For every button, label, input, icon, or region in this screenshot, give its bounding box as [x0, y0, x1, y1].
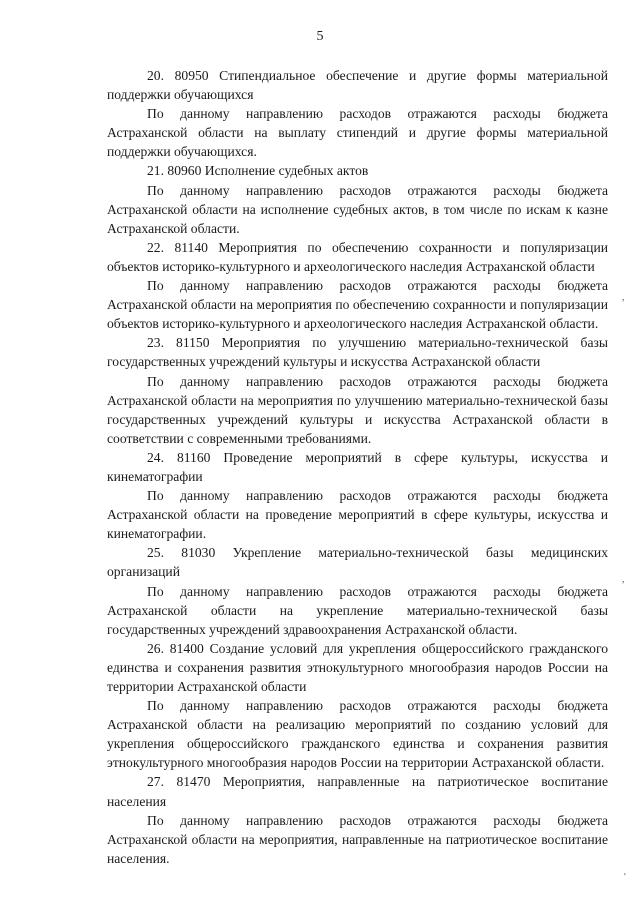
scan-mark: , — [622, 292, 625, 303]
document-body — [107, 66, 608, 868]
item-description-24: По данному направлению расходов отражаются расходы бюджета Астраханской области на проведение мероприятий в сфере культуры, искусства и кинематографии. — [107, 488, 608, 542]
item-description-25: По данному направлению расходов отражаются расходы бюджета Астраханской области на укрепление материально-технической базы государственных учреждений здравоохранения Астраханской области. — [107, 583, 608, 637]
item-description-27: По данному направлению расходов отражаются расходы бюджета Астраханской области на мероприятия, направленные на патриотическое воспитание населения. — [107, 812, 608, 866]
item-heading-26: 26. 81400 Создание условий для укрепления общероссийского гражданского единства и сохранения развития этнокультурного многообразия народов России на территории Астраханской области — [107, 640, 608, 694]
item-description-21: По данному направлению расходов отражаются расходы бюджета Астраханской области на исполнение судебных актов, в том числе по искам к казне Астраханской области. — [107, 182, 608, 236]
item-heading-27: 27. 81470 Мероприятия, направленные на патриотическое воспитание населения — [107, 774, 608, 809]
page-number: 5 — [316, 29, 324, 44]
item-description-20: По данному направлению расходов отражаются расходы бюджета Астраханской области на выплату стипендий и другие формы материальной поддержки обучающихся. — [107, 106, 608, 160]
item-heading-23: 23. 81150 Мероприятия по улучшению материально-технической базы государственных учреждений культуры и искусства Астраханской области — [107, 335, 608, 370]
item-description-23: По данному направлению расходов отражаются расходы бюджета Астраханской области на мероприятия по улучшению материально-технической базы государственных учреждений культуры и искусства Астраханской области в соответствии с современными требованиями. — [107, 373, 608, 446]
scan-mark: ' — [624, 872, 626, 883]
item-heading-22: 22. 81140 Мероприятия по обеспечению сохранности и популяризации объектов историко-культурного и археологического наследия Астраханской области — [107, 239, 608, 274]
scan-mark: , — [622, 574, 625, 585]
item-heading-21: 21. 80960 Исполнение судебных актов — [147, 163, 369, 179]
item-heading-25: 25. 81030 Укрепление материально-технической базы медицинских организаций — [107, 545, 608, 580]
item-description-22: По данному направлению расходов отражаются расходы бюджета Астраханской области на мероприятия по обеспечению сохранности и популяризации объектов историко-культурного и археологического наследия Астраханской области. — [107, 278, 608, 332]
item-heading-24: 24. 81160 Проведение мероприятий в сфере культуры, искусства и кинематографии — [107, 449, 608, 484]
item-heading-20: 20. 80950 Стипендиальное обеспечение и другие формы материальной поддержки обучающихся — [107, 68, 608, 103]
item-description-26: По данному направлению расходов отражаются расходы бюджета Астраханской области на реализацию мероприятий по созданию условий для укрепления общероссийского гражданского единства и сохранения развития этнокультурного многообразия народов России на территории Астраханской области. — [107, 698, 608, 771]
